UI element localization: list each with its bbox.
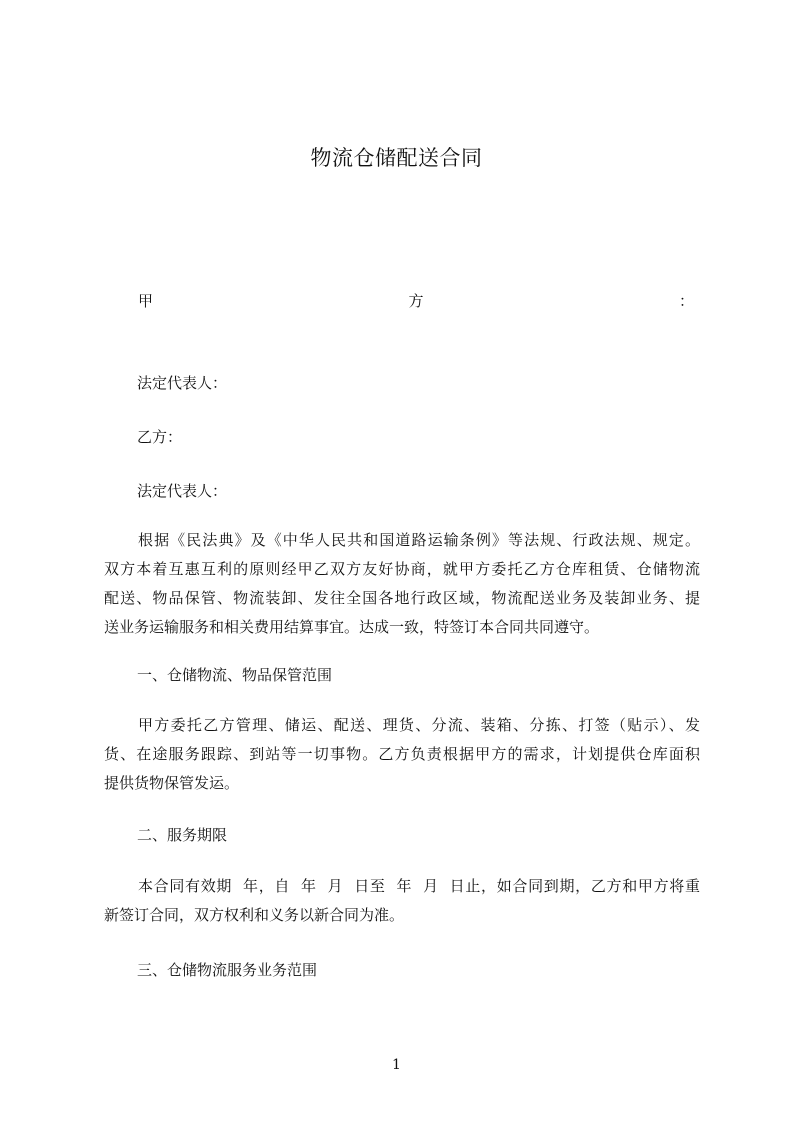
document-title: 物流仓储配送合同 xyxy=(310,146,483,170)
section-3-heading: 三、仓储物流服务业务范围 xyxy=(137,961,318,979)
section-1-heading: 一、仓储物流、物品保管范围 xyxy=(137,666,333,684)
intro-line-4: 送业务运输服务和相关费用结算事宜。达成一致，特签订本合同共同遵守。 xyxy=(104,618,600,636)
party-a-representative-label: 法定代表人： xyxy=(137,374,228,392)
intro-line-1: 根据《民法典》及《中华人民共和国道路运输条例》等法规、行政法规、规定。 xyxy=(138,531,700,549)
section-2-paragraph xyxy=(104,872,700,930)
party-a-colon: ： xyxy=(678,292,694,310)
section-2-line-2: 新签订合同，双方权利和义务以新合同为准。 xyxy=(104,906,405,924)
section-1-line-2: 货、在途服务跟踪、到站等一切事物。乙方负责根据甲方的需求，计划提供仓库面积 xyxy=(104,745,700,763)
party-b-label: 乙方： xyxy=(137,428,183,446)
section-1-line-1: 甲方委托乙方管理、储运、配送、理货、分流、装箱、分拣、打签（贴示）、发 xyxy=(138,716,700,734)
section-1-line-3: 提供货物保管发运。 xyxy=(104,774,240,792)
section-2-line-1: 本合同有效期 年，自 年 月 日至 年 月 日止，如合同到期，乙方和甲方将重 xyxy=(138,877,700,895)
party-b-representative-label: 法定代表人： xyxy=(137,482,228,500)
page-number: 1 xyxy=(392,1057,401,1073)
intro-line-2: 双方本着互惠互利的原则经甲乙双方友好协商，就甲方委托乙方仓库租赁、仓储物流 xyxy=(104,560,700,578)
party-a-line xyxy=(104,290,694,311)
section-1-paragraph xyxy=(104,711,700,798)
party-a-char-1: 甲 xyxy=(138,292,154,310)
intro-line-3: 配送、物品保管、物流装卸、发往全国各地行政区域，物流配送业务及装卸业务、提 xyxy=(104,589,700,607)
section-2-heading: 二、服务期限 xyxy=(137,826,228,844)
party-a-char-2: 方 xyxy=(408,292,424,310)
intro-paragraph xyxy=(104,526,700,642)
